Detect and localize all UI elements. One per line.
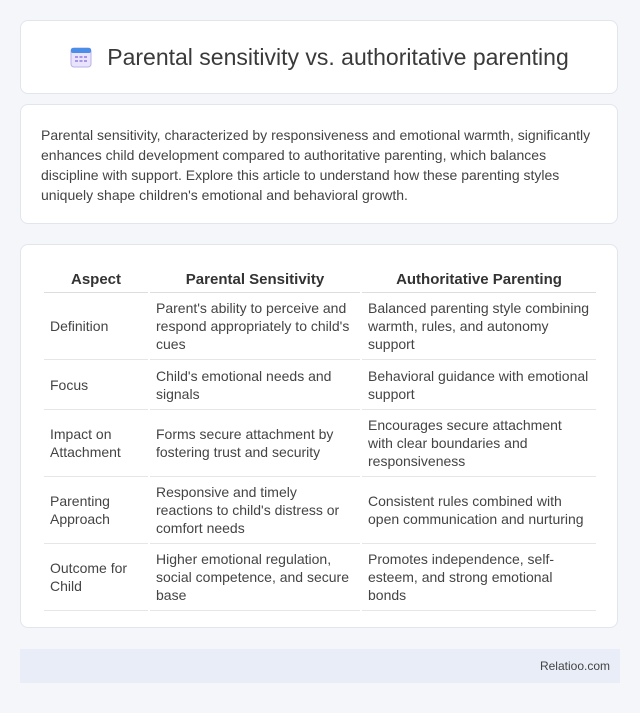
title-card	[20, 20, 618, 94]
comparison-table	[42, 265, 598, 611]
table-cell: Forms secure attachment by fostering trust and security	[150, 410, 360, 477]
table-cell: Encourages secure attachment with clear boundaries and responsiveness	[362, 410, 596, 477]
table-cell: Balanced parenting style combining warmth, rules, and autonomy support	[362, 293, 596, 360]
table-cell: Parent's ability to perceive and respond appropriately to child's cues	[150, 293, 360, 360]
intro-text: Parental sensitivity, characterized by responsiveness and emotional warmth, significantly enhances child development compared to authoritative parenting, which balances discipline with support. Explore this article to understand how these parenting styles uniquely shape children's emotional and behavioral growth.	[41, 127, 591, 203]
table-header-row	[44, 265, 596, 293]
table-cell: Higher emotional regulation, social competence, and secure base	[150, 544, 360, 611]
page-title: Parental sensitivity vs. authoritative parenting	[107, 43, 569, 70]
table-cell: Focus	[44, 360, 148, 410]
table-cell: Outcome for Child	[44, 544, 148, 611]
footer-brand: Relatioo.com	[539, 659, 610, 673]
table-row	[44, 544, 596, 611]
header-authoritative-parenting: Authoritative Parenting	[362, 265, 596, 293]
header-parental-sensitivity: Parental Sensitivity	[150, 265, 360, 293]
intro-card	[20, 104, 618, 224]
table-cell: Definition	[44, 293, 148, 360]
table-cell: Impact on Attachment	[44, 410, 148, 477]
table-cell: Consistent rules combined with open communication and nurturing	[362, 477, 596, 544]
table-cell: Promotes independence, self-esteem, and strong emotional bonds	[362, 544, 596, 611]
table-cell: Behavioral guidance with emotional support	[362, 360, 596, 410]
table-row	[44, 360, 596, 410]
table-row	[44, 410, 596, 477]
table-cell: Responsive and timely reactions to child's distress or comfort needs	[150, 477, 360, 544]
table-cell: Parenting Approach	[44, 477, 148, 544]
footer	[20, 649, 620, 683]
table-cell: Child's emotional needs and signals	[150, 360, 360, 410]
calendar-icon	[69, 45, 93, 69]
header-aspect: Aspect	[44, 265, 148, 293]
comparison-table-card	[20, 244, 618, 628]
table-row	[44, 293, 596, 360]
table-row	[44, 477, 596, 544]
